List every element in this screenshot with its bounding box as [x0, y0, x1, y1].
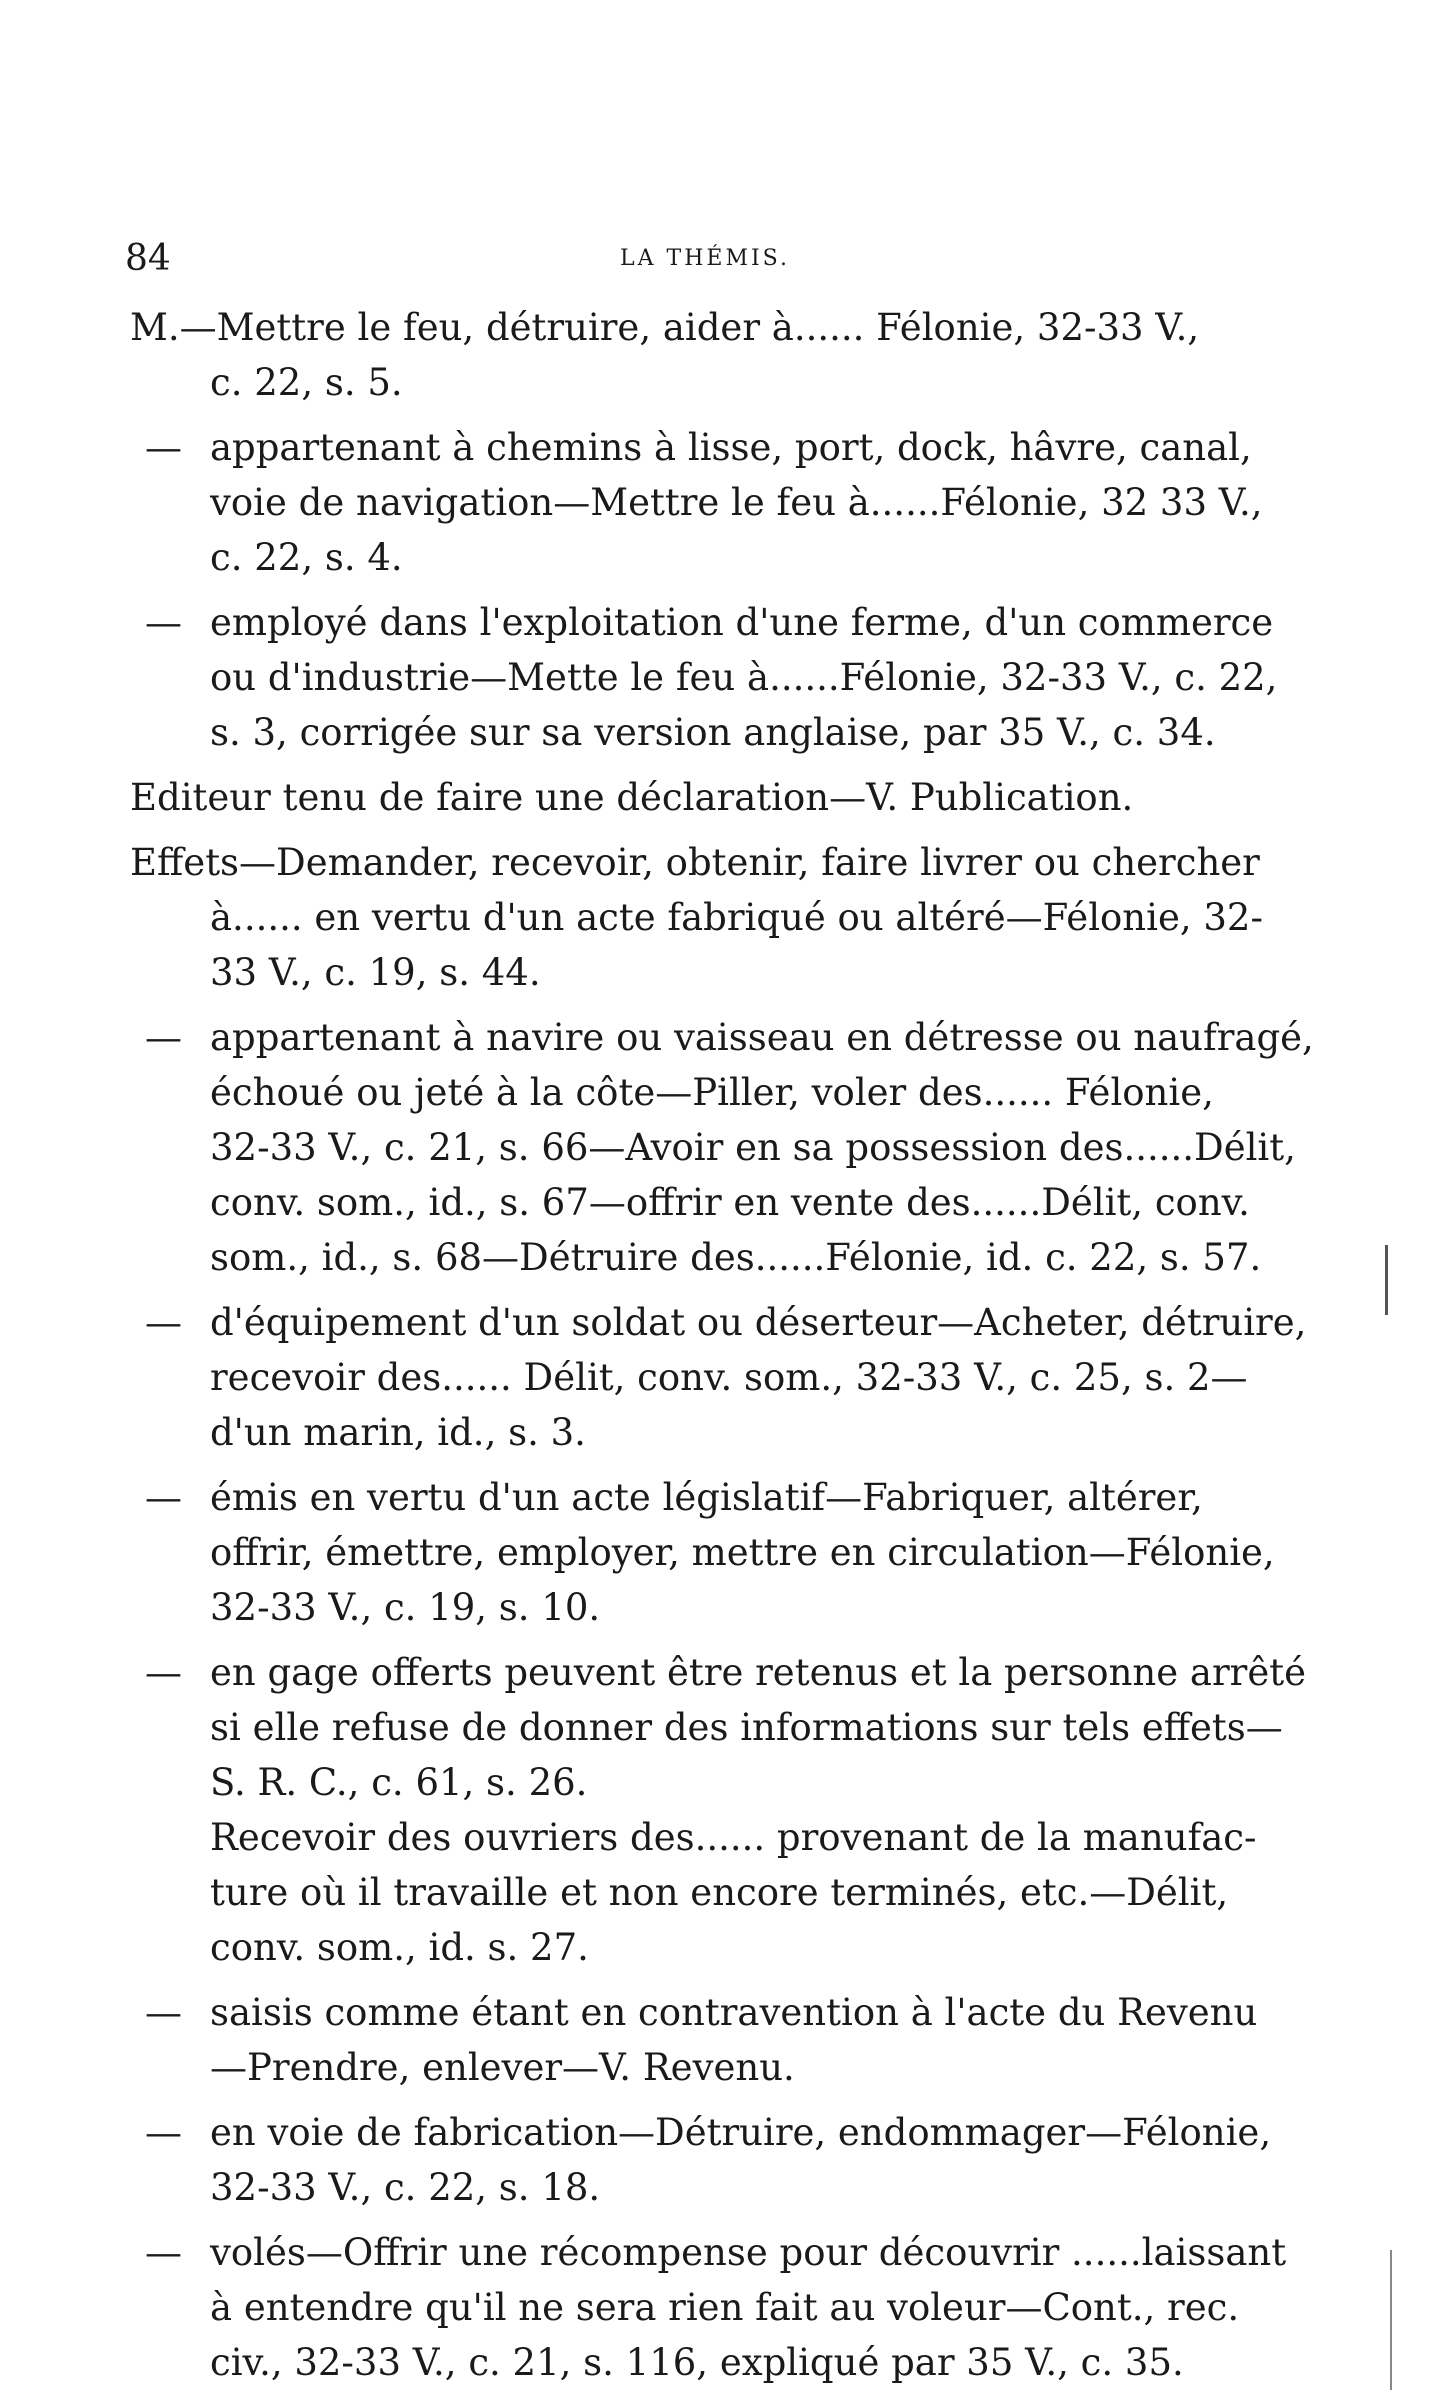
- index-subentry: [130, 595, 1290, 760]
- entry-line: c. 22, s. 4.: [210, 536, 403, 579]
- subentry-dash: —: [145, 2231, 182, 2274]
- index-subentry: [130, 1010, 1314, 1285]
- entry-line: échoué ou jeté à la côte—Piller, voler des...... Félonie,: [210, 1071, 1214, 1114]
- entry-line: émis en vertu d'un acte législatif—Fabriquer, altérer,: [210, 1476, 1203, 1519]
- entry-line: saisis comme étant en contravention à l'acte du Revenu: [210, 1991, 1258, 2034]
- subentry-dash: —: [145, 1651, 182, 1694]
- entry-line: à...... en vertu d'un acte fabriqué ou altéré—Félonie, 32-: [210, 896, 1263, 939]
- index-entry: [130, 300, 1290, 410]
- subentry-dash: —: [145, 1301, 182, 1344]
- entry-line: 33 V., c. 19, s. 44.: [210, 951, 541, 994]
- entry-line: 32-33 V., c. 19, s. 10.: [210, 1586, 601, 1629]
- index-entry: [130, 770, 1290, 825]
- entry-line: 32-33 V., c. 21, s. 66—Avoir en sa possession des......Délit,: [210, 1126, 1296, 1169]
- entry-line: Recevoir des ouvriers des...... provenant de la manufac-: [210, 1816, 1257, 1859]
- index-subentry: [130, 1295, 1307, 1460]
- subentry-dash: —: [145, 1016, 182, 1059]
- entry-line: d'un marin, id., s. 3.: [210, 1411, 586, 1454]
- entry-line: civ., 32-33 V., c. 21, s. 116, expliqué par 35 V., c. 35.: [210, 2341, 1184, 2384]
- index-entry: [130, 835, 1290, 1000]
- entry-line: s. 3, corrigée sur sa version anglaise, par 35 V., c. 34.: [210, 711, 1216, 754]
- subentry-dash: —: [145, 426, 182, 469]
- entry-line: ture où il travaille et non encore terminés, etc.—Délit,: [210, 1871, 1229, 1914]
- index-subentry: [130, 2105, 1290, 2215]
- entry-line: —Prendre, enlever—V. Revenu.: [210, 2046, 795, 2089]
- entry-line: d'équipement d'un soldat ou déserteur—Acheter, détruire,: [210, 1301, 1307, 1344]
- entry-line: c. 22, s. 5.: [210, 361, 403, 404]
- index-subentry: [130, 420, 1290, 585]
- entry-line: à entendre qu'il ne sera rien fait au voleur—Cont., rec.: [210, 2286, 1240, 2329]
- entry-line: ou d'industrie—Mette le feu à......Félonie, 32-33 V., c. 22,: [210, 656, 1278, 699]
- entry-line: offrir, émettre, employer, mettre en circulation—Félonie,: [210, 1531, 1275, 1574]
- entry-line: employé dans l'exploitation d'une ferme, d'un commerce: [210, 601, 1274, 644]
- index-subentry: [130, 2225, 1290, 2390]
- entry-line: conv. som., id., s. 67—offrir en vente des......Délit, conv.: [210, 1181, 1250, 1224]
- entry-line: S. R. C., c. 61, s. 26.: [210, 1761, 588, 1804]
- entry-line: recevoir des...... Délit, conv. som., 32-33 V., c. 25, s. 2—: [210, 1356, 1248, 1399]
- page-edge-mark: [1390, 2250, 1392, 2390]
- entry-line: som., id., s. 68—Détruire des......Félonie, id. c. 22, s. 57.: [210, 1236, 1262, 1279]
- index-entries: [130, 300, 1314, 2400]
- index-subentry: [130, 1470, 1290, 1635]
- entry-line: appartenant à chemins à lisse, port, dock, hâvre, canal,: [210, 426, 1252, 469]
- entry-line: Editeur tenu de faire une déclaration—V. Publication.: [130, 776, 1134, 819]
- entry-line: 32-33 V., c. 22, s. 18.: [210, 2166, 601, 2209]
- subentry-dash: —: [145, 2111, 182, 2154]
- page-edge-mark: [1385, 1245, 1388, 1315]
- entry-line: en voie de fabrication—Détruire, endommager—Félonie,: [210, 2111, 1272, 2154]
- entry-line: Effets—Demander, recevoir, obtenir, faire livrer ou chercher: [130, 841, 1260, 884]
- subentry-dash: —: [145, 601, 182, 644]
- entry-line: volés—Offrir une récompense pour découvrir ......laissant: [210, 2231, 1287, 2274]
- subentry-dash: —: [145, 1476, 182, 1519]
- index-subentry: [130, 1985, 1290, 2095]
- entry-line: conv. som., id. s. 27.: [210, 1926, 589, 1969]
- running-head: LA THÉMIS.: [620, 246, 790, 271]
- page-number: 84: [125, 238, 171, 279]
- entry-line: M.—Mettre le feu, détruire, aider à...... Félonie, 32-33 V.,: [130, 306, 1200, 349]
- entry-line: voie de navigation—Mettre le feu à......Félonie, 32 33 V.,: [210, 481, 1263, 524]
- entry-line: si elle refuse de donner des informations sur tels effets—: [210, 1706, 1283, 1749]
- entry-line: appartenant à navire ou vaisseau en détresse ou naufragé,: [210, 1016, 1314, 1059]
- index-subentry: [130, 1645, 1306, 1975]
- entry-line: en gage offerts peuvent être retenus et la personne arrêté: [210, 1651, 1306, 1694]
- page-header: [125, 238, 1285, 288]
- subentry-dash: —: [145, 1991, 182, 2034]
